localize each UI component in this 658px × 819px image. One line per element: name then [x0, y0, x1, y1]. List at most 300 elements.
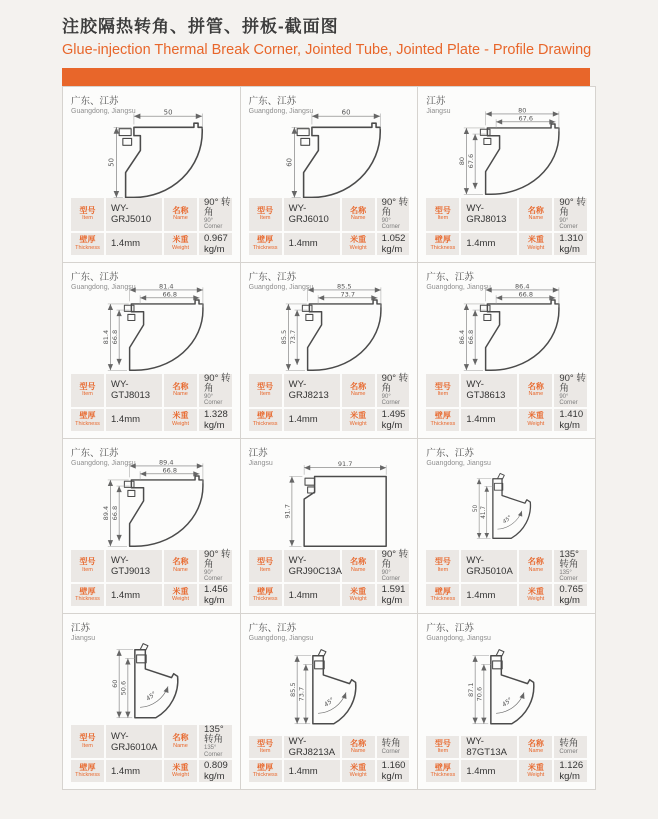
angle-annotation	[496, 692, 524, 713]
weight-value: 1.126 kg/m	[554, 760, 587, 782]
name-label-zh: 名称	[172, 557, 189, 567]
thickness-label-zh: 壁厚	[434, 235, 451, 245]
top-dimension-inner	[496, 290, 555, 303]
name-label	[519, 374, 552, 407]
profile-outline	[313, 655, 356, 723]
profile-card-wy-grj8213a	[241, 614, 418, 789]
dim-top-inner-label: 66.8	[162, 466, 178, 475]
item-label-en: Item	[82, 391, 93, 398]
weight-label-en: Weight	[171, 420, 190, 427]
thickness-label-zh: 壁厚	[434, 586, 451, 596]
weight-label	[164, 233, 197, 255]
item-value: WY-GRJ8013	[461, 198, 517, 231]
region-en: Guangdong, Jiangsu	[248, 635, 314, 643]
corner135-svg	[427, 640, 587, 736]
region-en: Guangdong, Jiangsu	[426, 283, 491, 291]
profile-outline	[130, 476, 203, 546]
thickness-label-en: Thickness	[252, 772, 278, 778]
glue-channel-detail	[297, 129, 309, 136]
profile-drawing	[426, 642, 587, 733]
name-label-en: Name	[350, 215, 366, 222]
thickness-label-zh: 壁厚	[257, 235, 274, 245]
glue-channel-detail	[306, 314, 313, 320]
weight-value: 1.495 kg/m	[377, 409, 410, 431]
weight-value: 0.967 kg/m	[199, 233, 232, 255]
page-header	[62, 12, 591, 58]
name-label-en: Name	[173, 215, 188, 222]
name-value	[554, 374, 587, 407]
name-value-zh: 90° 转角	[204, 197, 231, 219]
name-value-zh: 90° 转角	[204, 372, 231, 394]
glue-channel-detail	[302, 305, 312, 311]
thickness-label-zh: 壁厚	[257, 586, 274, 596]
angle-annotation	[318, 692, 346, 713]
left-dimension-inner	[298, 664, 313, 723]
glue-channel-detail	[128, 490, 135, 496]
item-label-zh: 型号	[79, 205, 96, 215]
top-dimension	[312, 108, 380, 129]
dim-left-outer-label: 50	[472, 504, 479, 512]
top-dimension-inner	[140, 466, 199, 479]
thickness-label	[71, 409, 104, 431]
name-value-zh: 135° 转角	[204, 724, 224, 746]
dim-left-outer-label: 85.5	[280, 329, 289, 345]
dim-top-outer-label: 86.4	[514, 282, 530, 291]
item-value: WY-GRJ6010A	[106, 725, 162, 758]
top-dimension	[304, 460, 386, 475]
angle-label: 45°	[322, 696, 336, 709]
profile-outline	[485, 124, 558, 194]
left-dimension-inner	[111, 486, 130, 541]
corner135-svg	[71, 634, 231, 730]
dim-top-inner-label: 66.8	[518, 290, 533, 299]
name-label-en: Name	[528, 566, 544, 573]
weight-label-zh: 米重	[350, 411, 367, 420]
page-title-zh: 注胶隔热转角、拼管、拼板-截面图	[62, 17, 339, 36]
corner90-profile-svg	[71, 107, 231, 203]
region-zh: 广东、江苏	[71, 447, 119, 459]
dim-left-inner-label: 73.7	[288, 329, 297, 345]
angle-annotation	[497, 510, 521, 528]
thickness-label	[426, 409, 459, 431]
thickness-label-en: Thickness	[430, 420, 456, 427]
spec-table	[71, 374, 232, 431]
item-value: WY-GTJ8013	[106, 374, 162, 407]
item-label-en: Item	[259, 566, 271, 573]
name-value-zh: 90° 转角	[381, 372, 409, 394]
left-dimension-inner	[289, 310, 308, 365]
name-label	[342, 198, 375, 231]
name-value	[377, 550, 410, 583]
item-label	[426, 736, 459, 758]
thickness-value: 1.4mm	[461, 584, 517, 606]
dim-top-label: 91.7	[337, 459, 353, 468]
name-label	[164, 198, 197, 231]
name-value-en: Corner	[381, 748, 400, 755]
item-value: WY-GRJ6010	[284, 198, 340, 231]
weight-label-en: Weight	[349, 596, 367, 603]
name-label-zh: 名称	[350, 738, 367, 748]
profile-card-wy-grj6010	[241, 87, 418, 262]
dim-left-label: 60	[285, 158, 294, 167]
item-value: WY-GRJ8213	[284, 374, 340, 407]
weight-label-zh: 米重	[172, 411, 189, 420]
name-value-zh: 转角	[381, 737, 401, 749]
name-label-zh: 名称	[172, 733, 189, 743]
profile-card-wy-grj6010a	[63, 614, 240, 789]
thickness-value: 1.4mm	[106, 233, 162, 255]
weight-label-en: Weight	[527, 772, 545, 778]
profile-card-wy-87gt13a	[418, 614, 595, 789]
profile-card-wy-grj5010	[63, 87, 240, 262]
weight-value: 1.456 kg/m	[199, 584, 232, 606]
name-label-zh: 名称	[172, 205, 189, 215]
weight-value: 0.765 kg/m	[554, 584, 587, 606]
weight-value: 1.052 kg/m	[377, 233, 410, 255]
profile-outline	[304, 476, 386, 546]
thickness-label-en: Thickness	[430, 596, 456, 603]
name-value-zh: 90° 转角	[559, 197, 586, 219]
top-dimension-inner	[496, 115, 555, 128]
corner90-profile-svg	[249, 107, 409, 203]
glue-channel-detail	[301, 138, 310, 145]
top-dimension-inner	[318, 290, 377, 303]
region-en: Guangdong, Jiangsu	[71, 459, 136, 467]
weight-label	[164, 760, 197, 782]
item-value: WY-87GT13A	[461, 736, 517, 758]
thickness-label-zh: 壁厚	[257, 411, 274, 420]
weight-label	[519, 409, 552, 431]
dim-left-outer-label: 60	[111, 679, 120, 689]
weight-label-en: Weight	[171, 244, 190, 251]
item-value: WY-GTJ9013	[106, 550, 162, 583]
dim-top-outer-label: 89.4	[159, 457, 174, 466]
dim-left-outer-label: 85.5	[288, 682, 297, 697]
thickness-label-en: Thickness	[75, 772, 100, 778]
name-value	[377, 374, 410, 407]
spec-table	[249, 374, 410, 431]
weight-label-zh: 米重	[527, 762, 544, 772]
item-label	[426, 374, 459, 407]
left-dimension-inner	[467, 310, 486, 365]
name-value-zh: 135° 转角	[559, 548, 579, 570]
thickness-label	[249, 584, 282, 606]
profile-card-wy-grj90c13a	[241, 439, 418, 614]
thickness-label-en: Thickness	[75, 420, 100, 427]
profile-outline	[304, 123, 381, 197]
thickness-label-en: Thickness	[430, 772, 456, 778]
name-label	[519, 550, 552, 583]
left-dimension	[283, 476, 302, 546]
name-label-zh: 名称	[527, 738, 544, 748]
weight-label-en: Weight	[349, 420, 367, 427]
region-zh: 广东、江苏	[248, 271, 297, 283]
profile-drawing	[426, 467, 587, 547]
weight-value: 1.160 kg/m	[377, 760, 410, 782]
profile-card-wy-gtj8613	[418, 263, 595, 438]
angle-label: 45°	[145, 690, 159, 703]
glue-channel-detail	[125, 481, 135, 487]
weight-label	[519, 760, 552, 782]
item-label-en: Item	[437, 215, 449, 222]
dim-top-outer-label: 85.5	[336, 282, 352, 291]
weight-label	[164, 584, 197, 606]
name-label	[342, 374, 375, 407]
item-label-en: Item	[82, 215, 93, 222]
name-value	[199, 374, 232, 407]
spec-table	[426, 198, 587, 255]
thickness-label	[426, 233, 459, 255]
profile-outline	[485, 300, 558, 370]
region-zh: 广东、江苏	[426, 447, 474, 459]
item-value: WY-GRJ8213A	[284, 736, 340, 758]
dim-left-inner-label: 66.8	[466, 329, 475, 345]
thickness-value: 1.4mm	[106, 760, 162, 782]
item-label-zh: 型号	[257, 205, 274, 215]
item-label-en: Item	[259, 391, 271, 398]
weight-label-zh: 米重	[172, 235, 189, 245]
item-label	[71, 550, 104, 583]
item-value: WY-GRJ5010A	[461, 550, 517, 583]
profile-card-wy-grj5010a	[418, 439, 595, 614]
dim-left-inner-label: 41.7	[480, 505, 487, 519]
region-label	[426, 445, 587, 467]
name-value-zh: 90° 转角	[559, 372, 586, 394]
name-value	[199, 725, 232, 758]
region-en: Jiangsu	[248, 459, 273, 467]
weight-label	[342, 233, 375, 255]
name-label-en: Name	[173, 391, 188, 398]
profile-drawing	[249, 642, 410, 733]
glue-channel-detail	[484, 314, 491, 320]
item-label-zh: 型号	[79, 733, 96, 743]
corner90-double-dim-svg	[427, 107, 587, 203]
dim-left-outer-label: 86.4	[457, 329, 466, 345]
item-label	[249, 550, 282, 583]
region-zh: 广东、江苏	[426, 271, 474, 283]
profile-outline	[493, 478, 531, 538]
item-label-en: Item	[437, 391, 449, 398]
glue-channel-detail	[305, 478, 315, 485]
dim-left-inner-label: 70.6	[475, 686, 484, 702]
dim-left-outer-label: 81.4	[102, 329, 111, 345]
left-dimension-inner	[475, 664, 490, 723]
glue-channel-detail	[123, 138, 132, 145]
name-label-en: Name	[528, 391, 544, 398]
glue-channel-detail	[484, 139, 491, 145]
weight-label-zh: 米重	[350, 762, 367, 772]
dim-top-label: 60	[341, 108, 351, 117]
weight-label-zh: 米重	[527, 411, 544, 420]
item-label-zh: 型号	[434, 738, 451, 748]
left-dimension-inner	[481, 486, 493, 538]
weight-label	[342, 760, 375, 782]
weight-label	[519, 233, 552, 255]
name-label-zh: 名称	[527, 205, 544, 215]
region-en: Guangdong, Jiangsu	[426, 459, 491, 467]
item-label	[249, 374, 282, 407]
item-label-en: Item	[259, 748, 271, 754]
name-label-en: Name	[350, 748, 366, 754]
name-label-en: Name	[528, 748, 544, 754]
dim-left-label: 50	[107, 158, 116, 167]
thickness-value: 1.4mm	[461, 409, 517, 431]
name-label	[519, 198, 552, 231]
region-en: Guangdong, Jiangsu	[248, 283, 314, 291]
thickness-value: 1.4mm	[284, 409, 340, 431]
corner90-double-dim-svg	[427, 283, 587, 379]
angle-annotation	[140, 687, 168, 708]
dim-left-outer-label: 89.4	[102, 505, 111, 520]
profile-outline	[308, 300, 381, 370]
item-label-zh: 型号	[79, 557, 96, 567]
item-label-zh: 型号	[79, 381, 96, 391]
name-value	[377, 736, 410, 758]
dim-top-inner-label: 66.8	[162, 290, 178, 299]
name-value	[199, 550, 232, 583]
region-zh: 广东、江苏	[71, 271, 119, 283]
region-zh: 广东、江苏	[71, 96, 119, 107]
weight-value: 1.410 kg/m	[554, 409, 587, 431]
item-label	[71, 374, 104, 407]
region-en: Guangdong, Jiangsu	[71, 108, 136, 115]
item-label-zh: 型号	[257, 738, 274, 748]
name-label-zh: 名称	[172, 381, 189, 391]
weight-label-en: Weight	[171, 772, 190, 778]
name-label-en: Name	[350, 391, 366, 398]
name-value-en: 90° Corner	[381, 218, 400, 231]
weight-label-zh: 米重	[172, 586, 189, 596]
thickness-value: 1.4mm	[284, 760, 340, 782]
weight-label-zh: 米重	[527, 586, 544, 596]
dim-left-outer-label: 80	[457, 157, 466, 166]
profile-card-wy-gtj9013	[63, 439, 240, 614]
thickness-value: 1.4mm	[106, 409, 162, 431]
corner90-double-dim-svg	[71, 459, 231, 555]
item-label-zh: 型号	[434, 557, 451, 567]
item-value: WY-GTJ8613	[461, 374, 517, 407]
thickness-label	[71, 760, 104, 782]
name-value	[554, 198, 587, 231]
spec-table	[71, 198, 232, 255]
region-zh: 江苏	[248, 447, 268, 459]
thickness-label-en: Thickness	[252, 420, 278, 427]
item-value: WY-GRJ5010	[106, 198, 162, 231]
left-dimension	[286, 127, 310, 197]
spec-table	[426, 374, 587, 431]
item-label-en: Item	[437, 566, 449, 573]
weight-label-en: Weight	[527, 244, 545, 251]
spec-table	[71, 550, 232, 607]
name-label-zh: 名称	[350, 381, 367, 391]
thickness-label-en: Thickness	[75, 596, 100, 603]
region-zh: 广东、江苏	[426, 623, 474, 635]
name-value-en: 90° Corner	[381, 569, 400, 582]
thickness-label-en: Thickness	[252, 244, 278, 251]
thickness-label	[71, 233, 104, 255]
profile-drawing	[71, 642, 232, 722]
weight-label	[342, 584, 375, 606]
top-dimension	[134, 108, 202, 129]
weight-value: 1.591 kg/m	[377, 584, 410, 606]
name-value-en: 135° Corner	[204, 745, 223, 758]
name-label-zh: 名称	[527, 381, 544, 391]
thickness-value: 1.4mm	[461, 760, 517, 782]
spec-table	[249, 198, 410, 255]
left-dimension-inner	[120, 659, 135, 718]
thickness-value: 1.4mm	[284, 233, 340, 255]
name-label-en: Name	[528, 215, 544, 222]
region-en: Guangdong, Jiangsu	[71, 283, 136, 291]
dim-top-outer-label: 80	[517, 106, 527, 115]
name-label-en: Name	[173, 566, 188, 573]
left-dimension	[108, 127, 132, 197]
dim-left-inner-label: 66.8	[111, 329, 120, 345]
region-zh: 广东、江苏	[248, 623, 297, 635]
dim-top-outer-label: 81.4	[159, 282, 174, 291]
item-label	[249, 736, 282, 758]
weight-label-zh: 米重	[350, 235, 367, 245]
thickness-label	[71, 584, 104, 606]
name-value-zh: 90° 转角	[381, 548, 409, 570]
angle-label: 45°	[500, 696, 514, 709]
region-en: Jiangsu	[71, 635, 96, 643]
corner90-double-dim-svg	[71, 283, 231, 379]
spec-table	[426, 736, 587, 782]
name-label-en: Name	[350, 566, 366, 573]
name-value-en: 90° Corner	[559, 393, 578, 407]
item-label-en: Item	[259, 215, 271, 222]
region-zh: 广东、江苏	[248, 96, 297, 107]
region-zh: 江苏	[71, 623, 91, 635]
glue-channel-detail	[480, 129, 490, 135]
thickness-value: 1.4mm	[106, 584, 162, 606]
profile-grid	[62, 86, 596, 790]
item-label	[71, 725, 104, 758]
name-value-zh: 90° 转角	[204, 548, 231, 570]
jointed-tube-svg	[249, 459, 409, 555]
name-value-zh: 转角	[559, 737, 579, 749]
dim-left-inner-label: 50.6	[120, 681, 129, 696]
weight-label-en: Weight	[527, 420, 545, 427]
name-value	[554, 736, 587, 758]
dim-top-inner-label: 67.6	[518, 114, 533, 123]
dim-left-outer-label: 87.1	[466, 682, 475, 697]
spec-table	[426, 550, 587, 607]
name-value	[377, 198, 410, 231]
weight-label-zh: 米重	[172, 762, 189, 772]
name-value	[554, 550, 587, 583]
glue-channel-detail	[128, 314, 135, 320]
item-label-en: Item	[82, 566, 93, 573]
profile-outline	[135, 650, 178, 718]
thickness-label-zh: 壁厚	[79, 586, 96, 596]
item-label	[426, 550, 459, 583]
glue-channel-detail	[119, 129, 131, 136]
angle-label: 45°	[501, 514, 513, 525]
name-label	[164, 550, 197, 583]
name-label-zh: 名称	[527, 557, 544, 567]
name-label	[519, 736, 552, 758]
weight-label-zh: 米重	[350, 586, 367, 596]
dim-left-label: 91.7	[283, 503, 292, 519]
thickness-label	[426, 584, 459, 606]
item-label-zh: 型号	[257, 557, 274, 567]
corner90-double-dim-svg	[249, 283, 409, 379]
name-value-en: 90° Corner	[204, 218, 223, 231]
item-value: WY-GRJ90C13A	[284, 550, 340, 583]
dim-top-label: 50	[164, 108, 173, 117]
